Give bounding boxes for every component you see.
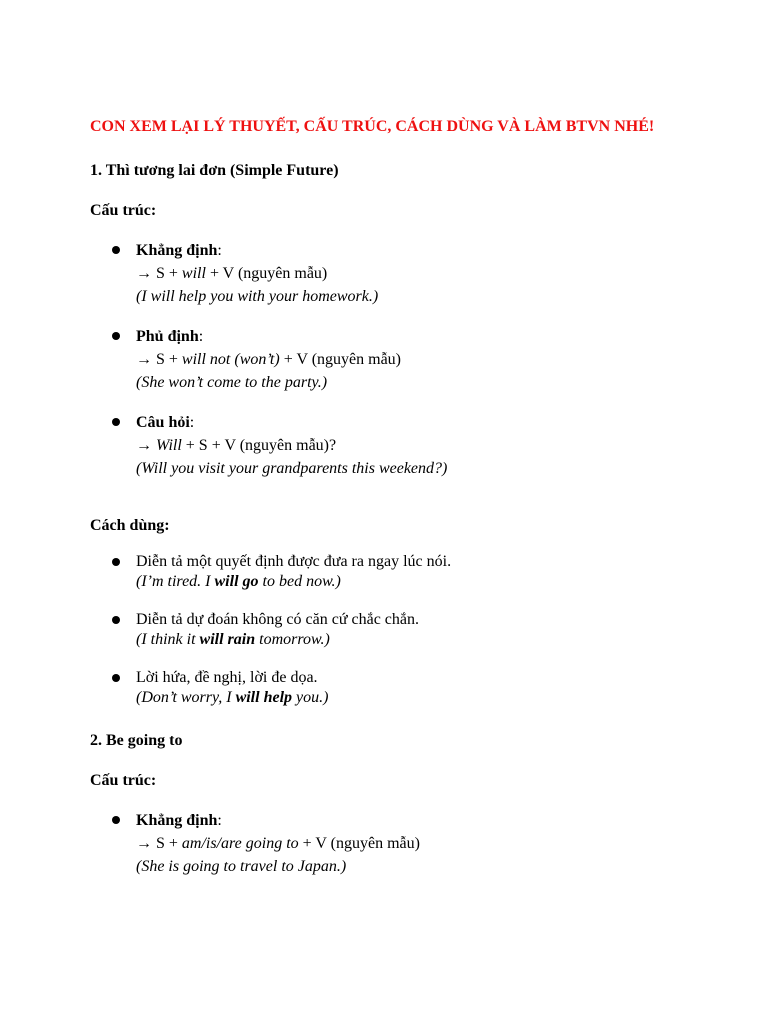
bullet-icon [112,246,120,254]
item-label: Khẳng định [136,812,218,829]
example-text: (Will you visit your grandparents this weekend?) [136,460,448,477]
usage-list [90,552,690,708]
usage-item: Lời hứa, đề nghị, lời đe dọa. (Don’t worry, I will help you.) [90,668,690,708]
verb-form: Will [156,437,182,454]
verb-form: will [181,265,206,282]
item-label: Phủ định [136,328,199,345]
structure-item-affirmative: Khẳng định: → S + am/is/are going to + V (nguyên mẫu) (She is going to travel to Japan.) [90,809,690,878]
usage-label: Cách dùng: [90,517,170,534]
structure-item-affirmative: Khẳng định: → S + will + V (nguyên mẫu) (I will help you with your homework.) [90,239,690,308]
bullet-icon [112,616,120,624]
document-page [90,116,690,878]
verb-form: will not (won’t) [181,351,280,368]
bullet-icon [112,816,120,824]
usage-item: Diễn tả dự đoán không có căn cứ chắc chắn. (I think it will rain tomorrow.) [90,610,690,650]
structure-list [90,809,690,878]
structure-item-negative: Phủ định: → S + will not (won’t) + V (nguyên mẫu) (She won’t come to the party.) [90,325,690,394]
example-text: (I think it will rain tomorrow.) [136,631,330,648]
section-title-simple-future: 1. Thì tương lai đơn (Simple Future) [90,162,339,179]
structure-list [90,239,690,480]
example-text: (I will help you with your homework.) [136,288,379,305]
verb-form: am/is/are going to [181,835,299,852]
example-text: (I’m tired. I will go to bed now.) [136,573,341,590]
example-text: (She won’t come to the party.) [136,374,328,391]
usage-item: Diễn tả một quyết định được đưa ra ngay lúc nói. (I’m tired. I will go to bed now.) [90,552,690,592]
structure-label: Cấu trúc: [90,202,157,219]
bullet-icon [112,674,120,682]
example-text: (She is going to travel to Japan.) [136,858,347,875]
bullet-icon [112,418,120,426]
section-title-be-going-to: 2. Be going to [90,732,183,749]
bullet-icon [112,558,120,566]
structure-label: Cấu trúc: [90,772,157,789]
item-label: Câu hỏi [136,414,190,431]
structure-item-question: Câu hỏi: → Will + S + V (nguyên mẫu)? (Will you visit your grandparents this weekend?) [90,411,690,480]
homework-notice: CON XEM LẠI LÝ THUYẾT, CẤU TRÚC, CÁCH DÙNG VÀ LÀM BTVN NHÉ! [90,118,655,135]
item-label: Khẳng định [136,242,218,259]
bullet-icon [112,332,120,340]
example-text: (Don’t worry, I will help you.) [136,689,329,706]
